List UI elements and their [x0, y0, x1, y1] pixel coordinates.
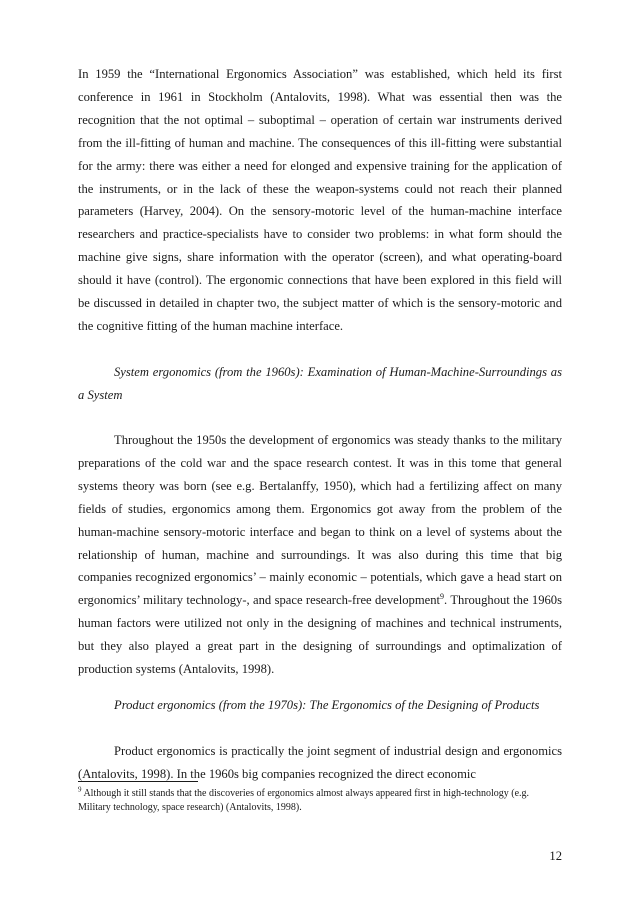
paragraph-text-after-note: . Throughout the 1960s human factors were utilized not only in the designing of machines and technical instruments, but they also played a great part in the designing of surroundings and optimalization of production systems (Antalovits, 1998).	[78, 593, 562, 677]
footnote-reference-marker[interactable]: 9	[440, 592, 445, 602]
footnote-marker: 9	[78, 785, 82, 794]
footnote-separator	[78, 781, 198, 782]
footnote	[78, 787, 562, 815]
heading-system-ergonomics: System ergonomics (from the 1960s): Examination of Human-Machine-Surroundings as a System	[78, 365, 562, 402]
paragraph-iea-history: In 1959 the “International Ergonomics Association” was established, which held its first conference in 1961 in Stockholm (Antalovits, 1998). What was essential then was the recognition that the not optimal – suboptimal – operation of certain war instruments derived from the ill-fitting of human and machine. The consequences of this ill-fitting were substantial for the army: there was either a need for elonged and expensive training for the application of the instruments, or in the lack of these the weapon-systems could not reach their planned parameters (Harvey, 2004). On the sensory-motoric level of the human-machine interface researchers and practice-specialists have to consider two problems: in what form should the machine give signs, share information with the operator (screen), and what operating-board should it have (control). The ergonomic connections that have been explored in this field will be discussed in detailed in chapter two, the subject matter of which is the sensory-motoric and the cognitive fitting of the human machine interface.	[78, 67, 562, 333]
heading-product-ergonomics: Product ergonomics (from the 1970s): The Ergonomics of the Designing of Products	[114, 698, 540, 712]
page-number: 12	[549, 849, 562, 863]
paragraph-product-ergonomics: Product ergonomics is practically the joint segment of industrial design and ergonomics (Antalovits, 1998). In the 1960s big companies recognized the direct economic	[78, 744, 562, 781]
footnote-text: Although it still stands that the discoveries of ergonomics almost always appeared first in high-technology (e.g. Military technology, space research) (Antalovits, 1998).	[78, 788, 530, 813]
paragraph-system-ergonomics	[78, 429, 562, 681]
paragraph-text-before-note: Throughout the 1950s the development of ergonomics was steady thanks to the military preparations of the cold war and the space research contest. It was in this tome that general systems theory was born (see e.g. Bertalanffy, 1950), which had a fertilizing affect on many fields of studies, ergonomics among them. Ergonomics got away from the problem of the human-machine sensory-motoric interface and began to think on a level of systems about the relationship of human, machine and surroundings. It was also during this time that big companies recognized ergonomics’ – mainly economic – potentials, which gave a head start on ergonomics’ military technology-, and space research-free development	[78, 433, 562, 608]
